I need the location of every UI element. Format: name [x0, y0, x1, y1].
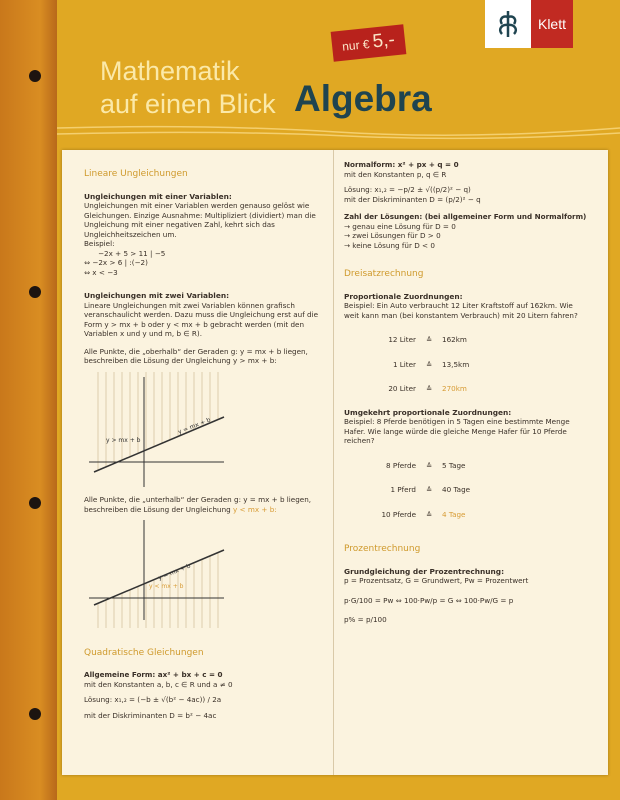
text: Lineare Ungleichungen mit zwei Variablen können grafisch veranschaulicht werden. Dazu muss die Ungleichung erst auf die Form y > mx + b oder y < mx + b gebracht werden (mit den Variablen x und y und m, b ∈ R).: [84, 300, 319, 338]
equation: Lösung: x₁,₂ = −p/2 ± √((p/2)² − q): [344, 185, 471, 194]
line-label: y = mx + b: [157, 562, 192, 582]
cheat-sheet-page: [62, 150, 608, 775]
subheading: Ungleichungen mit zwei Variablen:: [84, 291, 230, 300]
graph-above-line: [84, 372, 234, 487]
line-label: y = mx + b: [177, 415, 212, 436]
text: Alle Punkte, die „oberhalb“ der Geraden g: y = mx + b liegen, beschreiben die Lösung der Ungleichung y > mx + b:: [84, 346, 308, 365]
equation: Normalform: x² + px + q = 0: [344, 160, 459, 169]
equation: Allgemeine Form: ax² + bx + c = 0: [84, 670, 223, 679]
subheading: Umgekehrt proportionale Zuordnungen:: [344, 407, 512, 417]
punch-hole: [29, 497, 41, 509]
region-label: y > mx + b: [106, 436, 141, 444]
equation: mit der Diskriminanten D = (p/2)² − q: [344, 194, 481, 204]
column-divider: [333, 150, 334, 775]
equation: p% = p/100: [344, 615, 387, 624]
text: Beispiel: 8 Pferde benötigen in 5 Tagen eine bestimmte Menge Hafer. Wie lange würde die gleiche Menge Hafer für 10 Pferde reichen?: [344, 417, 570, 445]
subheading: Ungleichungen mit einer Variablen:: [84, 191, 232, 201]
publisher-name: Klett: [531, 0, 573, 48]
graph-below-line: [84, 520, 234, 630]
punch-hole: [29, 708, 41, 720]
section-heading: Lineare Ungleichungen: [84, 169, 188, 179]
left-column: [84, 160, 324, 720]
equation: mit der Diskriminanten D = b² − 4ac: [84, 710, 217, 720]
series-title: Mathematik auf einen Blick: [100, 56, 276, 119]
subheading: Zahl der Lösungen: (bei allgemeiner Form und Normalform): [344, 212, 587, 221]
equation: ⇔ x < −3: [84, 267, 118, 277]
right-column: [344, 160, 589, 625]
text: Alle Punkte, die „unterhalb“ der Geraden g: y = mx + b liegen, beschreiben die Lösung der Ungleichung y < mx + b:: [84, 495, 312, 514]
equation: −2x + 5 > 11 | −5: [98, 248, 166, 258]
region-label: y < mx + b: [149, 583, 184, 590]
text: Beispiel: Ein Auto verbraucht 12 Liter Kraftstoff auf 162km. Wie weit kann man (bei konstantem Verbrauch) mit 20 Litern fahren?: [344, 301, 578, 320]
list-item: → keine Lösung für D < 0: [344, 240, 435, 250]
klett-leaf-icon: [485, 0, 531, 48]
text: Beispiel:: [84, 239, 115, 248]
list-item: → zwei Lösungen für D > 0: [344, 231, 441, 240]
subheading: Grundgleichung der Prozentrechnung:: [344, 566, 505, 576]
proportion-table: 12 Liter ≙ 162km 1 Liter ≙ 13,5km 20 Liter ≙ 270km: [388, 335, 470, 393]
binder-spine: [0, 0, 57, 800]
decorative-wave: [57, 122, 620, 142]
punch-hole: [29, 286, 41, 298]
text: Ungleichungen mit einer Variablen werden genauso gelöst wie Gleichungen. Einzige Ausnahme: Multipliziert (dividiert) man die Ungleichung mit einer negativen Zahl, kehrt sich das Ungleichheitszeichen um.: [84, 201, 316, 239]
price-badge: nur € 5,-: [331, 24, 407, 61]
text: mit den Konstanten p, q ∈ R: [344, 169, 447, 179]
section-heading: Quadratische Gleichungen: [84, 647, 204, 658]
text: mit den Konstanten a, b, c ∈ R und a ≠ 0: [84, 679, 233, 689]
list-item: → genau eine Lösung für D = 0: [344, 221, 456, 231]
text: p = Prozentsatz, G = Grundwert, Pw = Prozentwert: [344, 576, 529, 585]
punch-hole: [29, 70, 41, 82]
equation: Lösung: x₁,₂ = (−b ± √(b² − 4ac)) / 2a: [84, 695, 222, 704]
section-heading: Prozentrechnung: [344, 544, 421, 554]
book-title: Algebra: [294, 78, 432, 119]
subheading: Proportionale Zuordnungen:: [344, 291, 463, 301]
inverse-proportion-table: 8 Pferde ≙ 5 Tage 1 Pferd ≙ 40 Tage 10 Pferde ≙ 4 Tage: [381, 460, 471, 519]
equation: ⇔ −2x > 6 | :(−2): [84, 258, 148, 267]
equation: p·G/100 = Pw ⇔ 100·Pw/p = G ⇔ 100·Pw/G = p: [344, 595, 514, 605]
section-heading: Dreisatzrechnung: [344, 269, 424, 279]
klett-logo: [485, 0, 573, 48]
